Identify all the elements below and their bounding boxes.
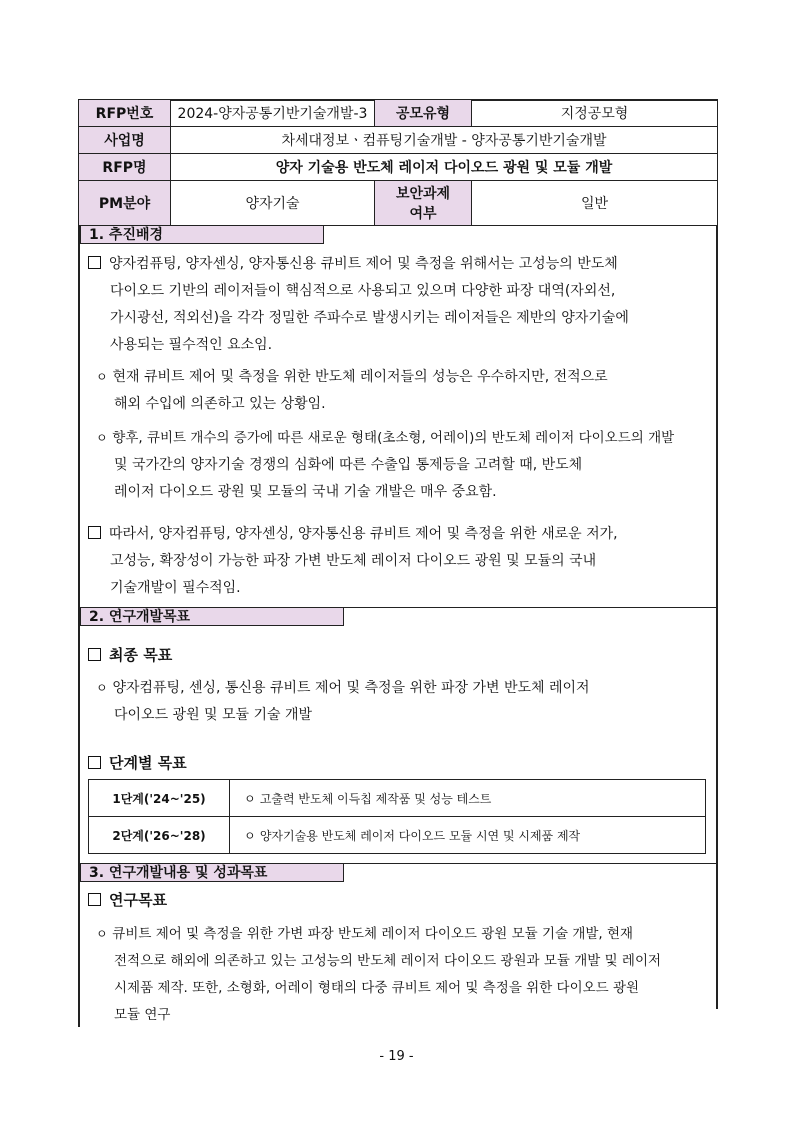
security-label-line1: 보안과제 xyxy=(395,186,451,202)
s3-p1-line2: 전적으로 해외에 의존하고 있는 고성능의 반도체 레이저 다이오드 광원과 모듈 개발 및 레이저 xyxy=(114,953,662,969)
project-value: 차세대정보ㆍ컴퓨팅기술개발 - 양자공통기반기술개발 xyxy=(171,127,718,154)
stage-goal-table xyxy=(88,779,706,854)
security-value: 일반 xyxy=(472,181,718,226)
s3-p1-line4: 모듈 연구 xyxy=(114,1007,171,1023)
s1-paragraph-1 xyxy=(88,251,708,359)
circle-bullet-icon: ㅇ xyxy=(244,828,256,843)
stage-1-content xyxy=(230,780,706,817)
circle-bullet-icon: ㅇ xyxy=(96,370,108,384)
square-bullet-icon xyxy=(88,526,101,539)
s1-p3-line1: 향후, 큐비트 개수의 증가에 따른 새로운 형태(초소형, 어레이)의 반도체 레이저 다이오드의 개발 xyxy=(112,430,675,446)
s1-p1-line1: 양자컴퓨팅, 양자센싱, 양자통신용 큐비트 제어 및 측정을 위해서는 고성능의 반도체 xyxy=(109,256,618,272)
security-label-line2: 여부 xyxy=(409,206,437,222)
security-label xyxy=(375,181,472,226)
left-border xyxy=(78,225,80,1027)
square-bullet-icon xyxy=(88,756,101,769)
section-3-title: 3. 연구개발내용 및 성과목표 xyxy=(80,863,344,882)
page-number: - 19 - xyxy=(379,1049,414,1064)
s1-p1-line4: 사용되는 필수적인 요소임. xyxy=(110,337,273,353)
contest-type-value: 지정공모형 xyxy=(472,100,718,127)
square-bullet-icon xyxy=(88,256,101,269)
stage-2-text: 양자기술용 반도체 레이저 다이오드 모듈 시연 및 시제품 제작 xyxy=(259,828,581,843)
final-goal-heading xyxy=(88,644,172,665)
s3-p1-line1: 큐비트 제어 및 측정을 위한 가변 파장 반도체 레이저 다이오드 광원 모듈 기술 개발, 현재 xyxy=(112,926,634,942)
rfp-name-value: 양자 기술용 반도체 레이저 다이오드 광원 및 모듈 개발 xyxy=(171,154,718,181)
s3-research-goal-paragraph xyxy=(96,921,708,1029)
circle-bullet-icon: ㅇ xyxy=(96,681,108,695)
stage-1-label: 1단계('24~'25) xyxy=(89,780,230,817)
stage-2-content xyxy=(230,817,706,854)
stage-goal-heading xyxy=(88,752,187,773)
s1-p1-line3: 가시광선, 적외선)을 각각 정밀한 주파수로 발생시키는 레이저들은 제반의 양자기술에 xyxy=(110,310,629,326)
section-1-title: 1. 추진배경 xyxy=(80,225,324,244)
s1-p1-line2: 다이오드 기반의 레이저들이 핵심적으로 사용되고 있으며 다양한 파장 대역(자외선, xyxy=(110,283,616,299)
rfp-header-table xyxy=(78,99,718,226)
pm-value: 양자기술 xyxy=(171,181,375,226)
project-label: 사업명 xyxy=(79,127,171,154)
s1-p4-line1: 따라서, 양자컴퓨팅, 양자센싱, 양자통신용 큐비트 제어 및 측정을 위한 새로운 저가, xyxy=(109,526,618,542)
s2-final-line1: 양자컴퓨팅, 센싱, 통신용 큐비트 제어 및 측정을 위한 파장 가변 반도체 레이저 xyxy=(112,680,590,696)
stage-goal-heading-text: 단계별 목표 xyxy=(109,754,187,772)
research-goal-heading-text: 연구목표 xyxy=(109,891,167,909)
s1-p3-line2: 및 국가간의 양자기술 경쟁의 심화에 따른 수출입 통제등을 고려할 때, 반도체 xyxy=(114,457,583,473)
research-goal-heading xyxy=(88,889,167,910)
s1-p3-line3: 레이저 다이오드 광원 및 모듈의 국내 기술 개발은 매우 중요함. xyxy=(114,484,497,500)
final-goal-heading-text: 최종 목표 xyxy=(109,646,173,664)
s1-p4-line3: 기술개발이 필수적임. xyxy=(110,580,241,596)
square-bullet-icon xyxy=(88,893,101,906)
stage-row xyxy=(89,817,706,854)
contest-type-label: 공모유형 xyxy=(375,100,472,127)
s2-final-goal-paragraph xyxy=(96,675,708,729)
document-page xyxy=(78,99,718,1027)
stage-1-text: 고출력 반도체 이득칩 제작품 및 성능 테스트 xyxy=(259,791,492,806)
s1-paragraph-2 xyxy=(96,364,708,418)
stage-2-label: 2단계('26~'28) xyxy=(89,817,230,854)
section-2-title: 2. 연구개발목표 xyxy=(80,607,344,626)
rfp-name-label: RFP명 xyxy=(79,154,171,181)
s1-p2-line1: 현재 큐비트 제어 및 측정을 위한 반도체 레이저들의 성능은 우수하지만, 전적으로 xyxy=(112,369,608,385)
stage-row xyxy=(89,780,706,817)
s1-p2-line2: 해외 수입에 의존하고 있는 상황임. xyxy=(114,396,326,412)
s3-p1-line3: 시제품 제작. 또한, 소형화, 어레이 형태의 다중 큐비트 제어 및 측정을 위한 다이오드 광원 xyxy=(114,980,640,996)
s1-p4-line2: 고성능, 확장성이 가능한 파장 가변 반도체 레이저 다이오드 광원 및 모듈의 국내 xyxy=(110,553,597,569)
right-border xyxy=(716,225,718,1009)
rfp-no-label: RFP번호 xyxy=(79,100,171,127)
rfp-no-value: 2024-양자공통기반기술개발-3 xyxy=(171,100,375,127)
s1-paragraph-3 xyxy=(96,425,708,506)
circle-bullet-icon: ㅇ xyxy=(96,927,108,941)
s2-final-line2: 다이오드 광원 및 모듈 기술 개발 xyxy=(114,707,313,723)
s1-paragraph-4 xyxy=(88,521,708,602)
circle-bullet-icon: ㅇ xyxy=(244,791,256,806)
pm-label: PM분야 xyxy=(79,181,171,226)
square-bullet-icon xyxy=(88,648,101,661)
circle-bullet-icon: ㅇ xyxy=(96,431,108,445)
